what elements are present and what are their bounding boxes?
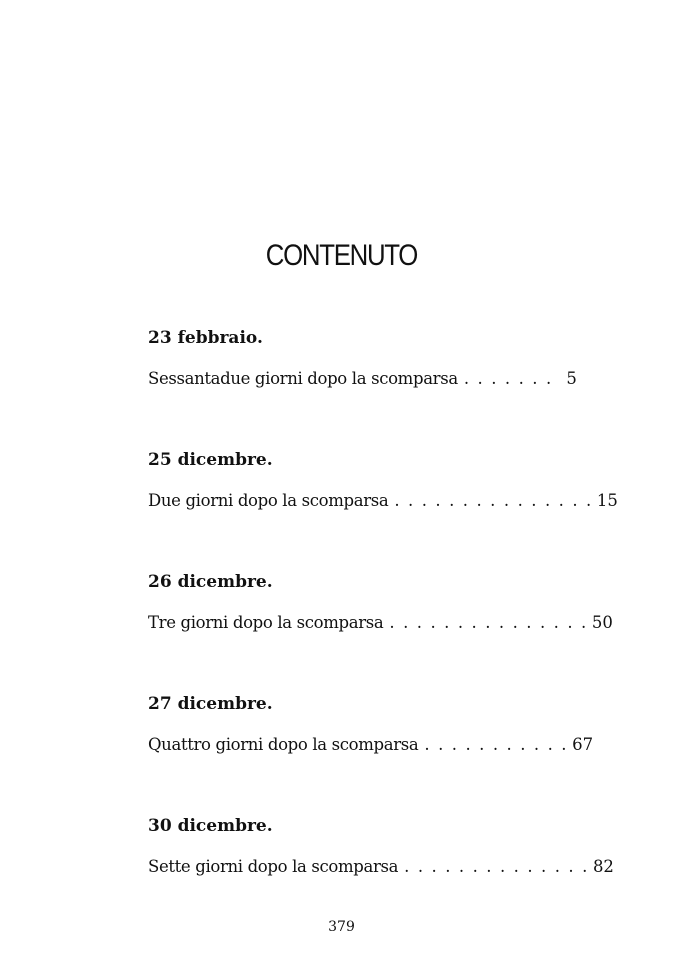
toc-page-number: 82 <box>592 857 614 876</box>
page-number: 379 <box>328 919 355 935</box>
toc-entry-label: Sette giorni dopo la scomparsa <box>148 857 399 876</box>
toc-entry-row[interactable] <box>148 489 618 513</box>
toc-entry <box>148 692 594 754</box>
toc-date-heading: 26 dicembre. <box>148 572 273 592</box>
toc-entry-label: Sessantadue giorni dopo la scomparsa <box>148 369 458 388</box>
toc-dot-leader: . . . . . . . . . . . . . . . <box>389 613 588 632</box>
toc-date-heading: 30 dicembre. <box>148 816 273 836</box>
toc-entry <box>148 814 614 876</box>
toc-entry-row[interactable] <box>148 733 594 757</box>
toc-page-number: 5 <box>566 369 577 388</box>
toc-date-heading: 27 dicembre. <box>148 694 273 714</box>
toc-dot-leader: . . . . . . . . . . . . . . . <box>394 491 593 510</box>
toc-entry-label: Tre giorni dopo la scomparsa <box>148 613 384 632</box>
toc-entry <box>148 570 613 632</box>
toc-entry-label: Due giorni dopo la scomparsa <box>148 491 389 510</box>
toc-entry <box>148 448 618 510</box>
toc-title: CONTENUTO <box>265 239 418 272</box>
toc-dot-leader: . . . . . . . . . . . <box>424 735 569 754</box>
toc-entry-row[interactable] <box>148 367 577 391</box>
toc-dot-leader: . . . . . . . . . . . . . . <box>404 857 589 876</box>
toc-date-heading: 23 febbraio. <box>148 328 263 348</box>
toc-entry <box>148 326 577 388</box>
toc-page-number: 15 <box>596 491 618 510</box>
toc-entry-row[interactable] <box>148 855 614 879</box>
toc-entry-row[interactable] <box>148 611 613 635</box>
toc-page-number: 50 <box>591 613 613 632</box>
toc-page-number: 67 <box>572 735 594 754</box>
toc-date-heading: 25 dicembre. <box>148 450 273 470</box>
toc-entry-label: Quattro giorni dopo la scomparsa <box>148 735 419 754</box>
toc-dot-leader: . . . . . . . <box>463 369 553 388</box>
